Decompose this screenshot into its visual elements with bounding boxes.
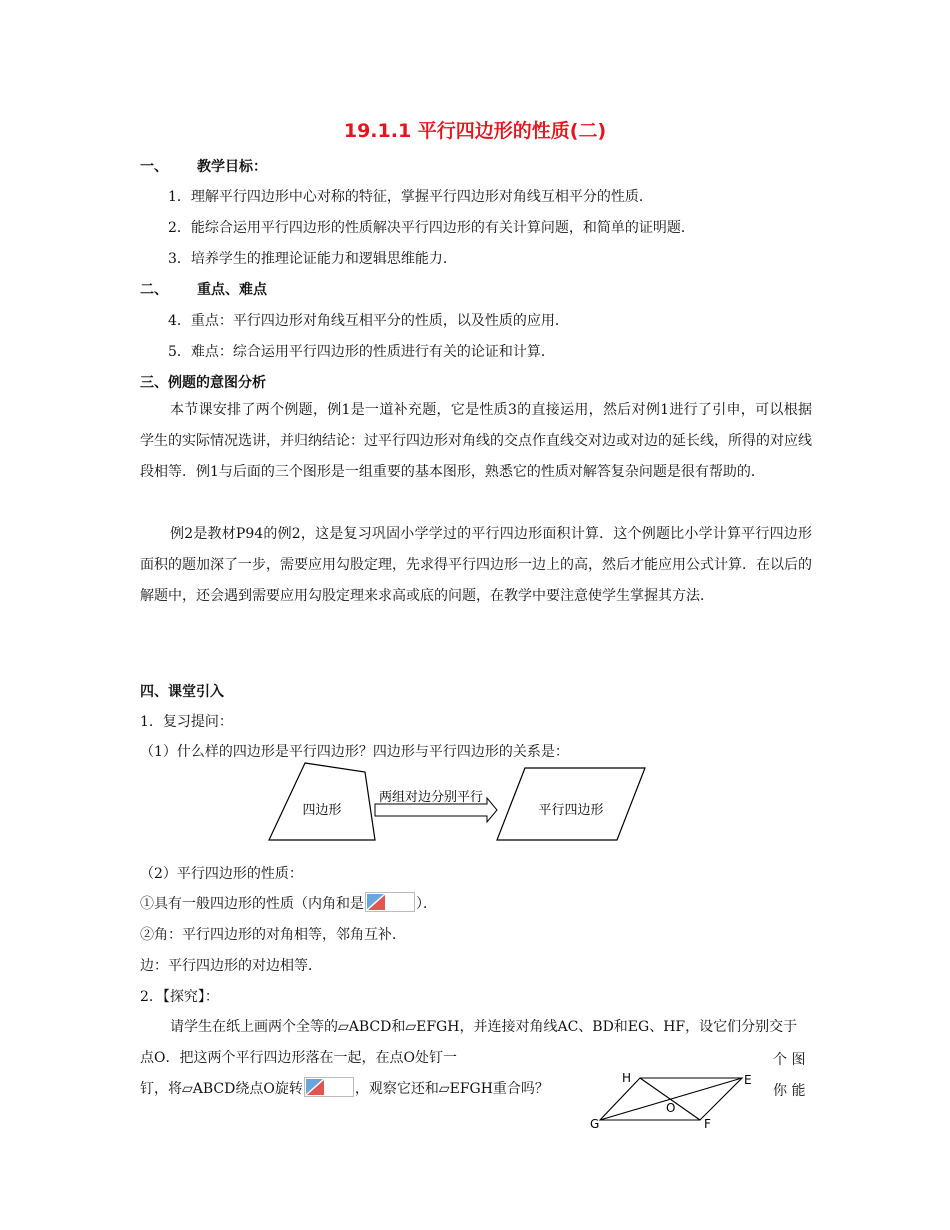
section-1-number: 一、 <box>140 159 168 175</box>
example-analysis-paragraph-2: 例2是教材P94的例2，这是复习巩固小学学过的平行四边形面积计算．这个例题比小学计算平行四边形面积的题加深了一步，需要应用勾股定理，先求得平行四边形一边上的高，然后才能应用公式计算．在以后的解题中，还会遇到需要应用勾股定理来求高或底的问题，在教学中要注意使学生掌握其方法． <box>140 526 812 604</box>
page-title: 19.1.1 平行四边形的性质(二) <box>343 120 607 142</box>
quadrilateral-label: 四边形 <box>302 803 342 818</box>
property-3: 边：平行四边形的对边相等． <box>140 958 322 974</box>
vertex-f-label: F <box>704 1117 711 1131</box>
review-question-label: 1．复习提问： <box>140 714 233 730</box>
quadrilateral-relationship-diagram <box>265 758 650 848</box>
explore-text-suffix: ，观察它还和▱EFGH重合吗？ <box>354 1081 549 1097</box>
property-1-text: ①具有一般四边形的性质（内角和是 <box>140 896 364 912</box>
center-o-label: O <box>666 1101 676 1115</box>
vertex-e-label: E <box>744 1073 752 1087</box>
quadrilateral-shape <box>269 763 375 840</box>
question-2: （2）平行四边形的性质： <box>140 866 303 882</box>
parallelogram-diagonals-figure <box>588 1062 768 1142</box>
explore-text-line-2 <box>140 1074 580 1105</box>
section-4-heading: 四、课堂引入 <box>140 684 224 700</box>
explore-label: 2．【探究】： <box>140 989 219 1005</box>
section-1-heading: 教学目标： <box>197 159 267 175</box>
broken-image-icon <box>365 892 415 912</box>
parallelogram-label: 平行四边形 <box>538 803 604 818</box>
arrow-label: 两组对边分别平行 <box>378 790 484 805</box>
broken-image-icon <box>304 1077 354 1097</box>
property-2: ②角：平行四边形的对角相等，邻角互补． <box>140 927 406 943</box>
explore-text-prefix: 钉，将▱ABCD绕点O旋转 <box>140 1081 303 1097</box>
section-2-heading: 重点、难点 <box>197 282 267 298</box>
section-3-heading: 三、例题的意图分析 <box>140 375 266 391</box>
keypoint-item: 4．重点：平行四边形对角线互相平分的性质，以及性质的应用． <box>168 313 569 329</box>
keypoint-item: 5．难点：综合运用平行四边形的性质进行有关的论证和计算． <box>168 344 555 360</box>
property-1-suffix: ）． <box>416 896 437 912</box>
explore-text-line: 请学生在纸上画两个全等的▱ABCD和▱EFGH，并连接对角线AC、BD和EG、HF，设它们分别交于点O．把这两个平行四边形落在一起，在点O处钉一 <box>140 1019 798 1066</box>
property-1 <box>140 893 437 914</box>
objective-item: 3．培养学生的推理论证能力和逻辑思维能力． <box>168 251 457 267</box>
explore-continuation-1: 个 图 <box>773 1052 806 1068</box>
vertex-h-label: H <box>622 1071 632 1085</box>
vertex-g-label: G <box>590 1117 600 1131</box>
objective-item: 2．能综合运用平行四边形的性质解决平行四边形的有关计算问题，和简单的证明题． <box>168 220 695 236</box>
section-2-number: 二、 <box>140 282 168 298</box>
question-1: （1）什么样的四边形是平行四边形？四边形与平行四边形的关系是： <box>140 744 569 760</box>
explore-continuation-2: 你 能 <box>773 1083 806 1099</box>
example-analysis-paragraph-1: 本节课安排了两个例题，例1是一道补充题，它是性质3的直接运用，然后对例1进行了引申，可以根据学生的实际情况选讲，并归纳结论：过平行四边形对角线的交点作直线交对边或对边的延长线，所得的对应线段相等．例1与后面的三个图形是一组重要的基本图形，熟悉它的性质对解答复杂问题是很有帮助的． <box>140 402 812 480</box>
objective-item: 1．理解平行四边形中心对称的特征，掌握平行四边形对角线互相平分的性质． <box>168 189 653 205</box>
